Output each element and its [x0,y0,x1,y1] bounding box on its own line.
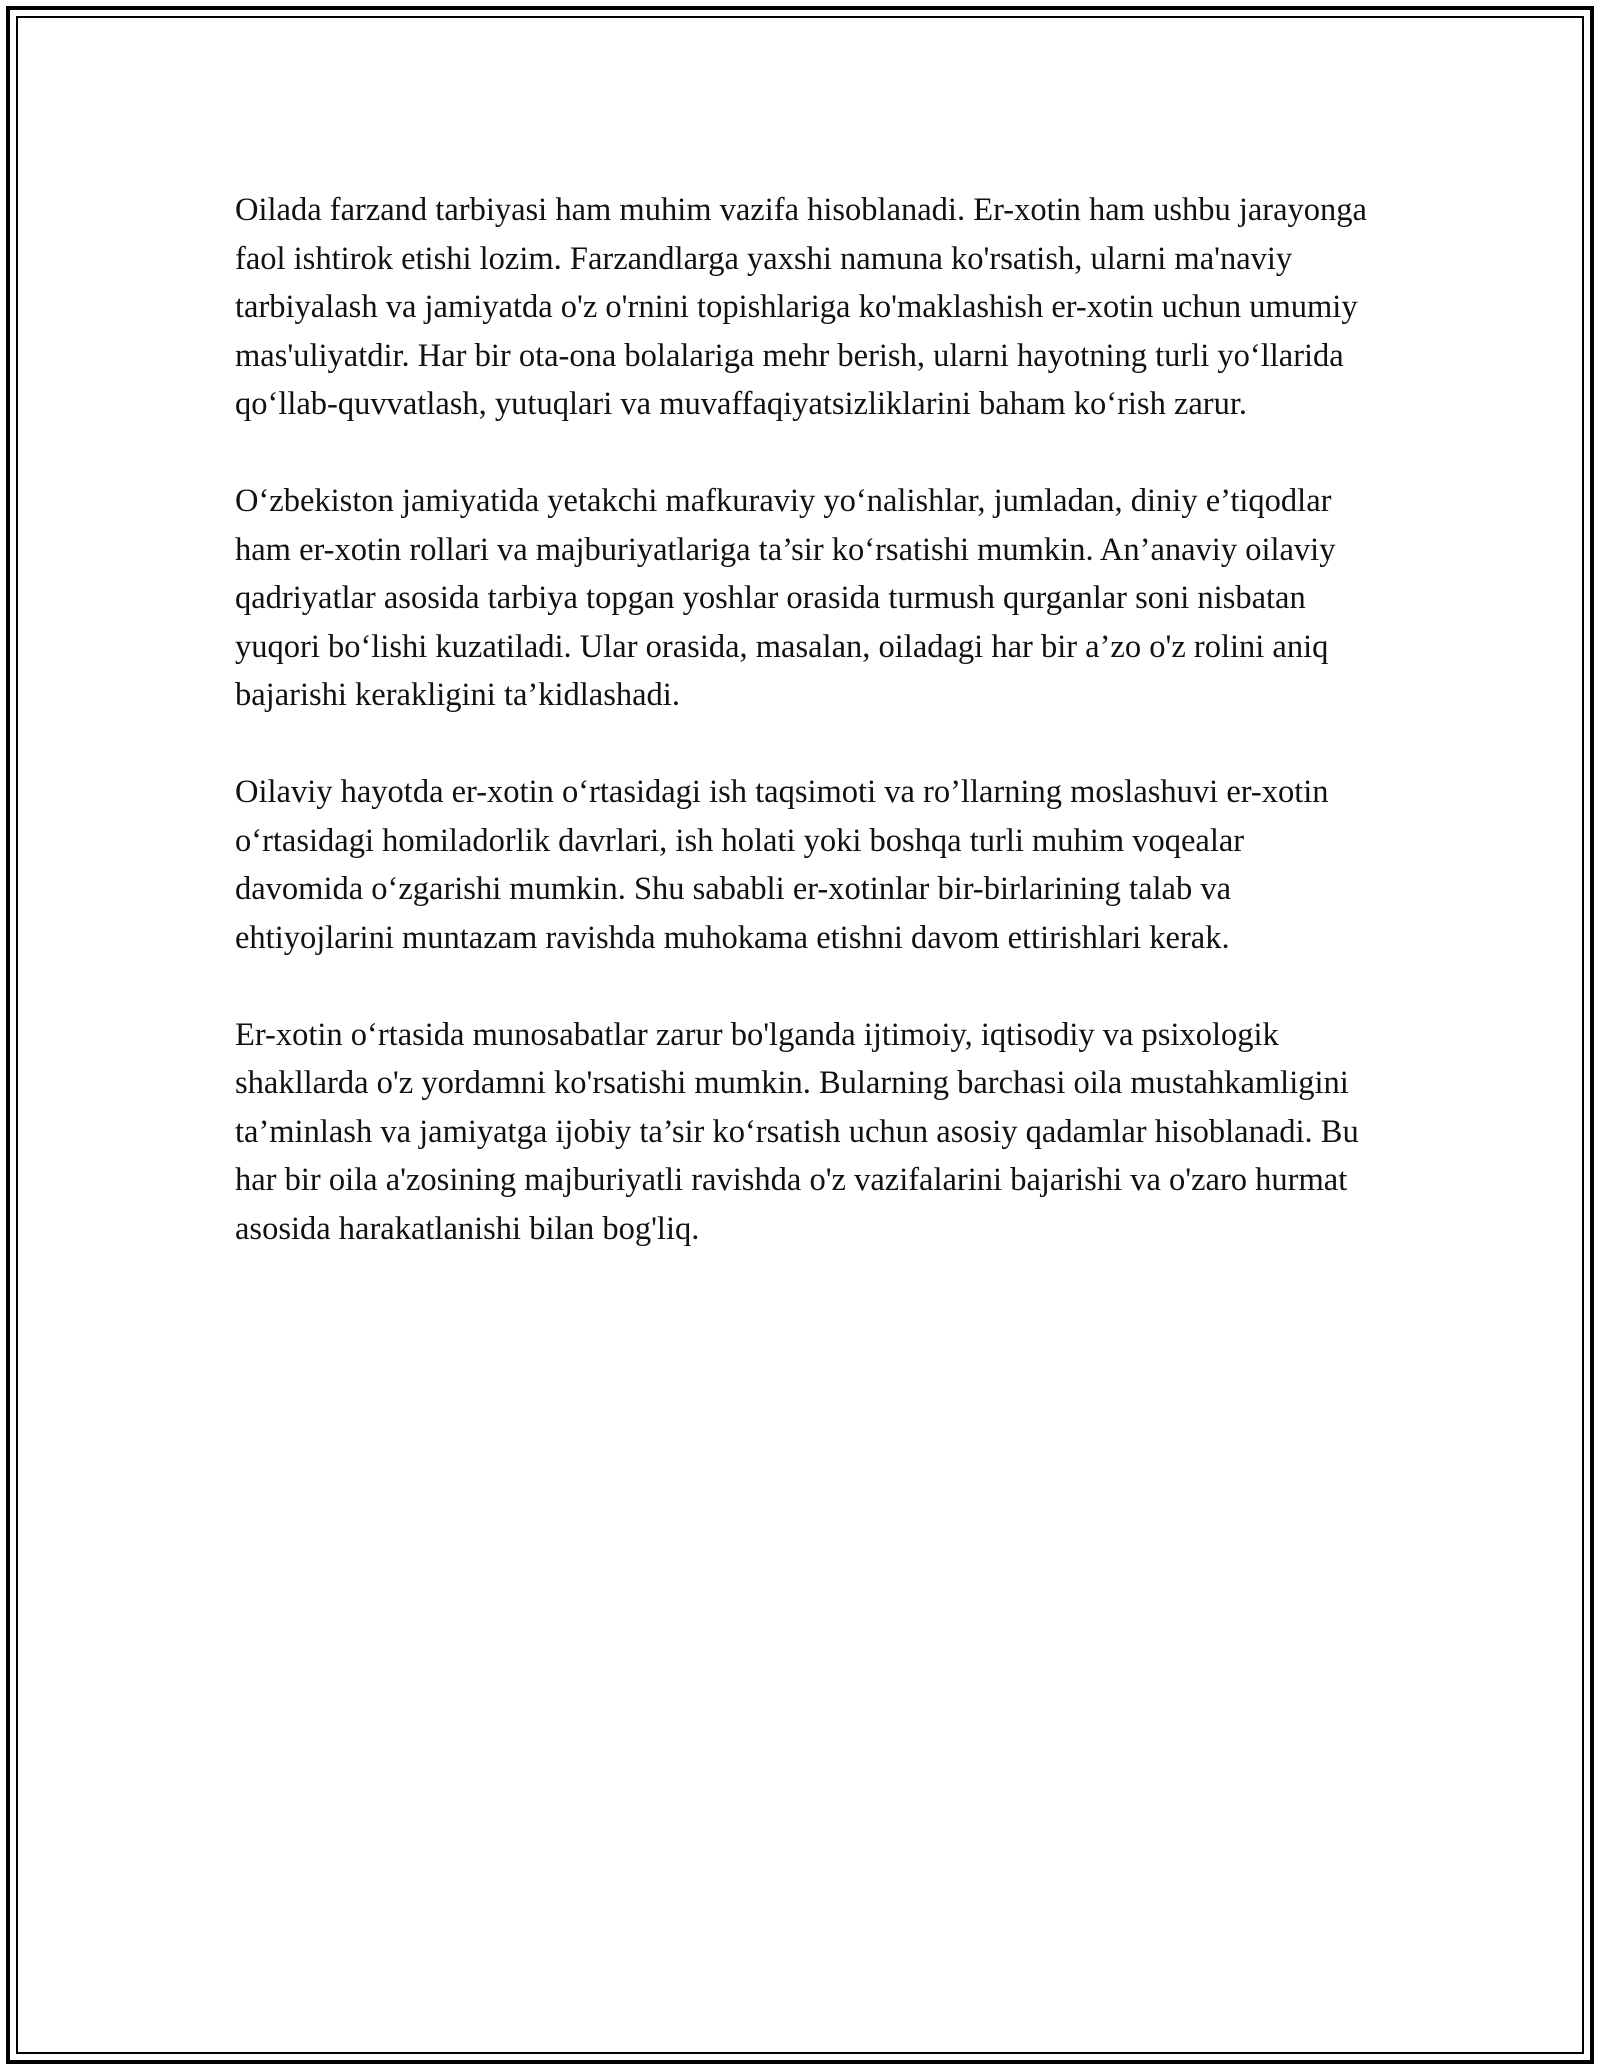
paragraph-1: Oilada farzand tarbiyasi ham muhim vazifa hisoblanadi. Er-xotin ham ushbu jarayonga faol ishtirok etishi lozim. Farzandlarga yaxshi namuna ko'rsatish, ularni ma'naviy tarbiyalash va jamiyatda o'z o'rnini topishlariga ko'maklashish er-xotin uchun umumiy mas'uliyatdir. Har bir ota-ona bolalariga mehr berish, ularni hayotning turli yo‘llarida qo‘llab-quvvatlash, yutuqlari va muvaffaqiyatsizliklarini baham ko‘rish zarur. [235,192,1367,422]
paragraph-2: O‘zbekiston jamiyatida yetakchi mafkuraviy yo‘nalishlar, jumladan, diniy e’tiqodlar ham er-xotin rollari va majburiyatlariga ta’sir ko‘rsatishi mumkin. An’anaviy oilaviy qadriyatlar asosida tarbiya topgan yoshlar orasida turmush qurganlar soni nisbatan yuqori bo‘lishi kuzatiladi. Ular orasida, masalan, oiladagi har bir a’zo o'z rolini aniq bajarishi kerakligini ta’kidlashadi. [235,483,1336,713]
paragraph-4: Er-xotin o‘rtasida munosabatlar zarur bo'lganda ijtimoiy, iqtisodiy va psixologik shakllarda o'z yordamni ko'rsatishi mumkin. Bularning barchasi oila mustahkamligini ta’minlash va jamiyatga ijobiy ta’sir ko‘rsatish uchun asosiy qadamlar hisoblanadi. Bu har bir oila a'zosining majburiyatli ravishda o'z vazifalarini bajarishi va o'zaro hurmat asosida harakatlanishi bilan bog'liq. [235,1016,1359,1247]
paragraph-3: Oilaviy hayotda er-xotin o‘rtasidagi ish taqsimoti va ro’llarning moslashuvi er-xotin o‘rtasidagi homiladorlik davrlari, ish holati yoki boshqa turli muhim voqealar davomida o‘zgarishi mumkin. Shu sababli er-xotinlar bir-birlarining talab va ehtiyojlarini muntazam ravishda muhokama etishni davom ettirishlari kerak. [235,774,1329,956]
document-body [235,186,1375,1302]
